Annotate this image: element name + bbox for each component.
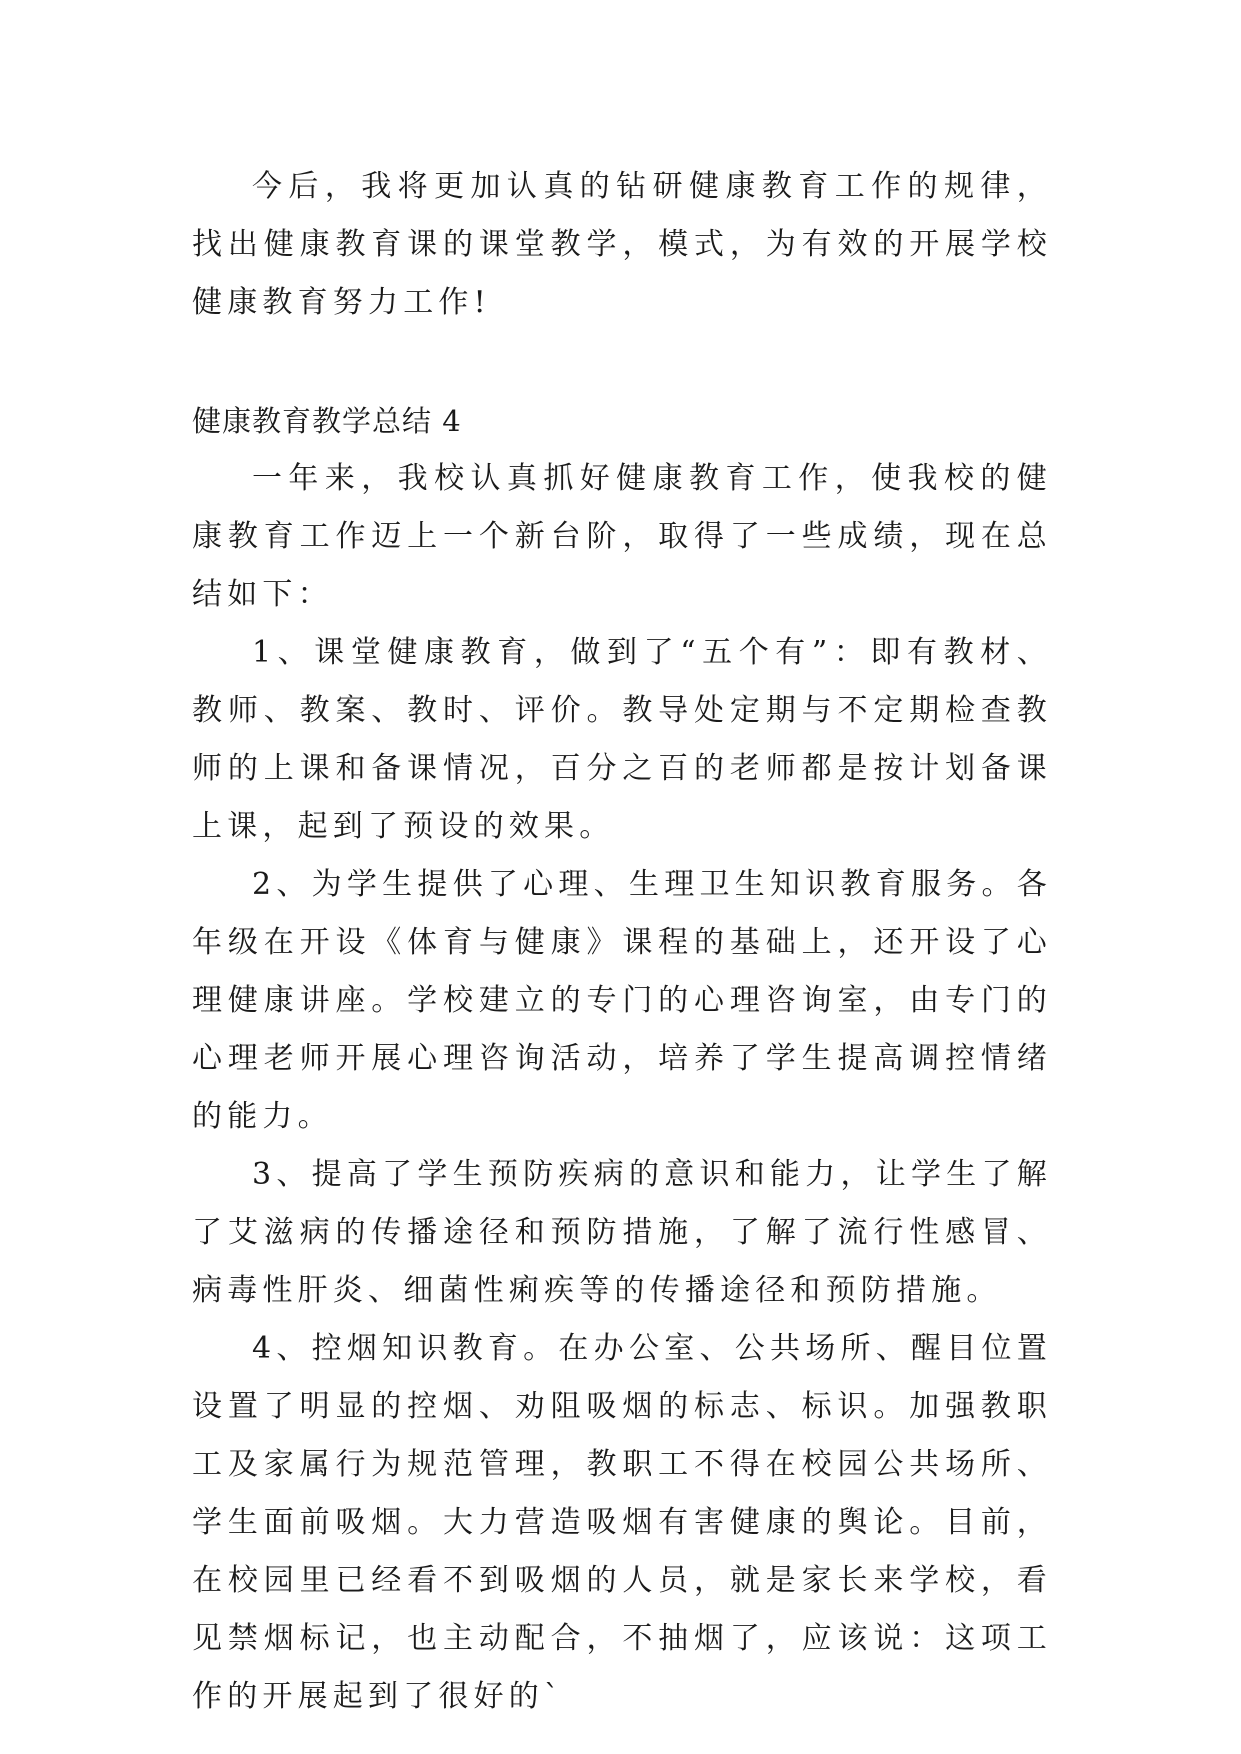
document-page	[192, 158, 1052, 1726]
section-gap	[192, 332, 1052, 392]
paragraph-item-2: 2、为学生提供了心理、生理卫生知识教育服务。各年级在开设《体育与健康》课程的基础上，还开设了心理健康讲座。学校建立的专门的心理咨询室，由专门的心理老师开展心理咨询活动，培养了学生提高调控情绪的能力。	[192, 867, 1052, 1134]
paragraph-item-4: 4、控烟知识教育。在办公室、公共场所、醒目位置设置了明显的控烟、劝阻吸烟的标志、标识。加强教职工及家属行为规范管理，教职工不得在校园公共场所、学生面前吸烟。大力营造吸烟有害健康的舆论。目前，在校园里已经看不到吸烟的人员，就是家长来学校，看见禁烟标记，也主动配合，不抽烟了，应该说：这项工作的开展起到了很好的`	[192, 1331, 1052, 1714]
section-title: 健康教育教学总结 4	[192, 404, 462, 438]
paragraph-item-1: 1、课堂健康教育，做到了“五个有”：即有教材、教师、教案、教时、评价。教导处定期与不定期检查教师的上课和备课情况，百分之百的老师都是按计划备课上课，起到了预设的效果。	[192, 635, 1052, 844]
intro-paragraph: 今后，我将更加认真的钻研健康教育工作的规律，找出健康教育课的课堂教学，模式，为有效的开展学校健康教育努力工作!	[192, 169, 1052, 320]
paragraph-item-3: 3、提高了学生预防疾病的意识和能力，让学生了解了艾滋病的传播途径和预防措施，了解了流行性感冒、病毒性肝炎、细菌性痢疾等的传播途径和预防措施。	[192, 1157, 1052, 1308]
paragraph-summary-intro: 一年来，我校认真抓好健康教育工作，使我校的健康教育工作迈上一个新台阶，取得了一些成绩，现在总结如下：	[192, 461, 1052, 612]
